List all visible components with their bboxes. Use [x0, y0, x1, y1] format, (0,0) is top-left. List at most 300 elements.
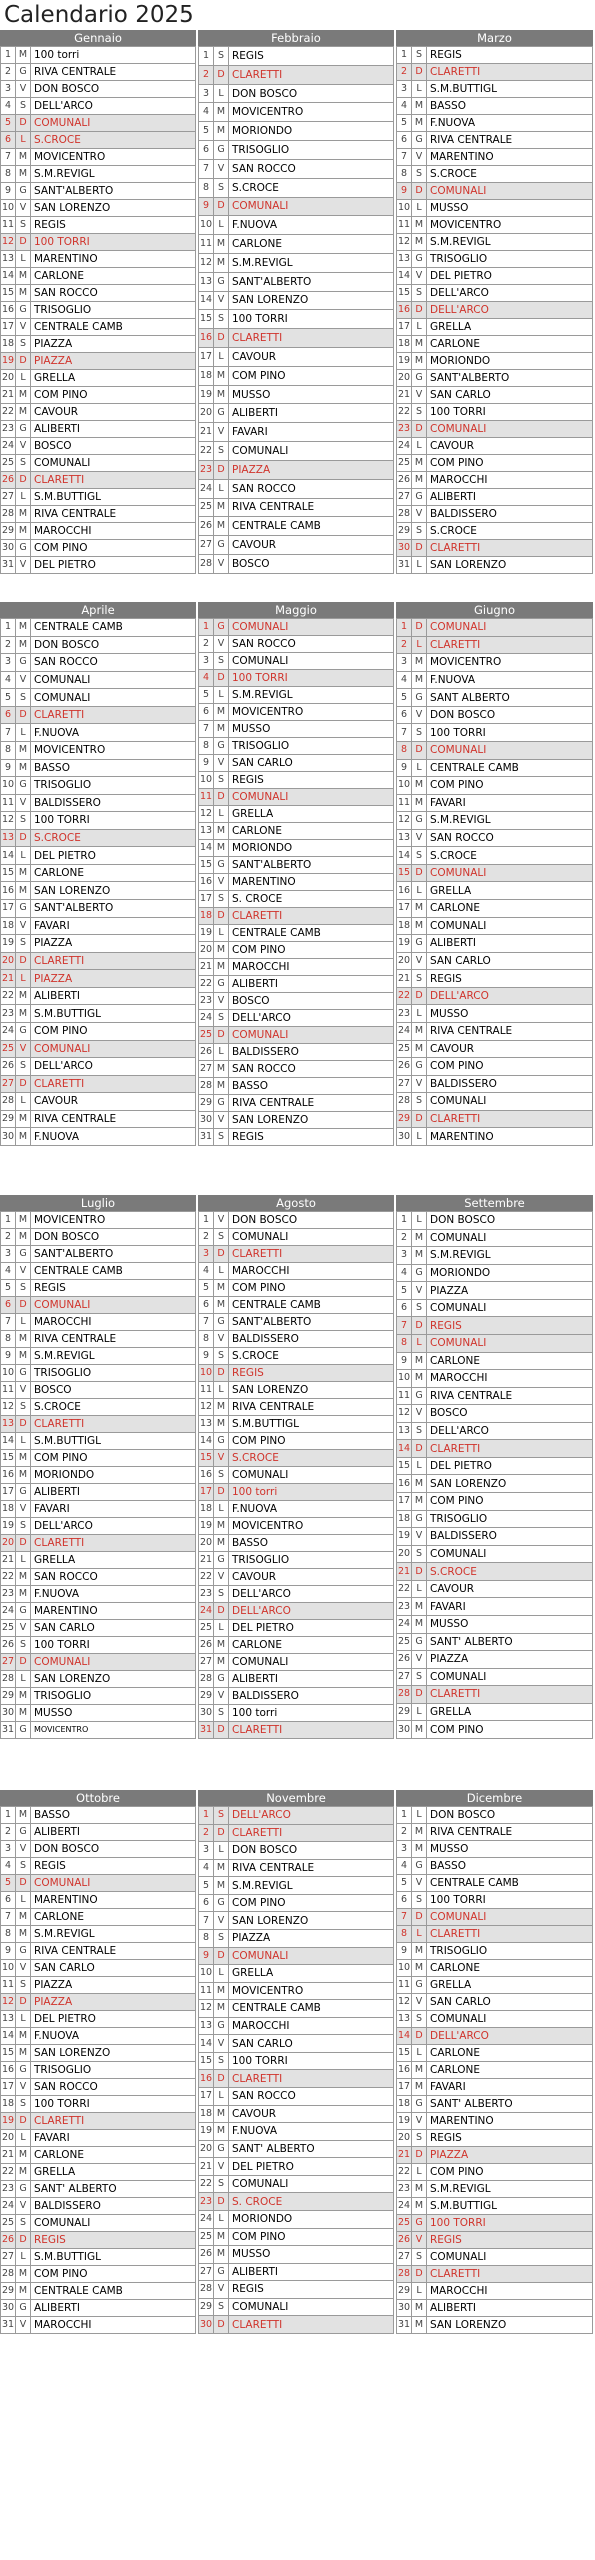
weekday-letter: S [412, 1422, 427, 1440]
day-row [199, 310, 394, 329]
day-number: 15 [199, 1450, 214, 1467]
pharmacy-name: MUSSO [427, 200, 593, 217]
weekday-letter: S [16, 1858, 31, 1875]
day-number: 12 [1, 1399, 16, 1416]
weekday-letter: G [16, 1943, 31, 1960]
pharmacy-name: COMUNALI [229, 442, 394, 461]
day-row [397, 2147, 593, 2164]
pharmacy-name: COM PINO [229, 2228, 394, 2246]
day-number: 20 [199, 942, 214, 959]
weekday-letter: M [16, 404, 31, 421]
weekday-letter: S [16, 336, 31, 353]
pharmacy-name: CENTRALE CAMB [229, 2000, 394, 2018]
day-row [397, 421, 593, 438]
pharmacy-name: CAVOUR [229, 348, 394, 367]
day-number: 1 [397, 47, 412, 64]
weekday-letter: S [214, 2175, 229, 2193]
weekday-letter: G [412, 489, 427, 506]
day-row [199, 2158, 394, 2176]
day-row [397, 1651, 593, 1669]
weekday-letter: M [16, 2147, 31, 2164]
day-number: 27 [1, 1075, 16, 1093]
day-row [199, 738, 394, 755]
pharmacy-name: RIVA CENTRALE [427, 1824, 593, 1841]
day-row [397, 1909, 593, 1926]
pharmacy-name: PIAZZA [31, 353, 196, 370]
day-row [397, 2283, 593, 2300]
day-row [1, 506, 196, 523]
weekday-letter: S [16, 2215, 31, 2232]
day-number: 11 [1, 1977, 16, 1994]
weekday-letter: L [16, 2249, 31, 2266]
pharmacy-name: SANT'ALBERTO [31, 1246, 196, 1263]
day-number: 23 [397, 2181, 412, 2198]
day-row [199, 2017, 394, 2035]
month-table [0, 1211, 196, 1739]
day-number: 13 [397, 829, 412, 847]
day-row [1, 183, 196, 200]
pharmacy-name: 100 TORRI [229, 2052, 394, 2070]
day-row [397, 759, 593, 777]
pharmacy-name: COMUNALI [427, 1334, 593, 1352]
pharmacy-name: COMUNALI [427, 421, 593, 438]
page-title: Calendario 2025 [4, 2, 194, 28]
month-name: Febbraio [198, 30, 394, 46]
day-number: 4 [199, 103, 214, 122]
weekday-letter: G [16, 2062, 31, 2079]
day-number: 8 [397, 741, 412, 759]
pharmacy-name: S.CROCE [427, 523, 593, 540]
weekday-letter: V [412, 1875, 427, 1892]
weekday-letter: S [412, 404, 427, 421]
day-number: 14 [199, 291, 214, 310]
pharmacy-name: 100 TORRI [427, 2215, 593, 2232]
pharmacy-name: SANT'ALBERTO [229, 857, 394, 874]
day-number: 25 [397, 1633, 412, 1651]
pharmacy-name: COMUNALI [427, 183, 593, 200]
day-number: 30 [1, 1128, 16, 1146]
weekday-letter: L [412, 1334, 427, 1352]
day-row [199, 2123, 394, 2141]
day-row [1, 829, 196, 847]
day-row [199, 1331, 394, 1348]
day-number: 15 [199, 2052, 214, 2070]
weekday-letter: L [16, 1314, 31, 1331]
day-row [397, 1598, 593, 1616]
day-number: 14 [1, 2028, 16, 2045]
day-number: 31 [199, 1129, 214, 1146]
day-number: 14 [199, 840, 214, 857]
pharmacy-name: TRISOGLIO [31, 2062, 196, 2079]
weekday-letter: M [412, 2079, 427, 2096]
day-row [1, 268, 196, 285]
weekday-letter: S [412, 1668, 427, 1686]
day-row [199, 925, 394, 942]
weekday-letter: L [412, 882, 427, 900]
day-row [397, 455, 593, 472]
day-number: 3 [199, 84, 214, 103]
day-row [1, 1484, 196, 1501]
pharmacy-name: COMUNALI [427, 1545, 593, 1563]
pharmacy-name: TRISOGLIO [427, 1943, 593, 1960]
day-row [1, 1586, 196, 1603]
pharmacy-name: 100 TORRI [229, 670, 394, 687]
weekday-letter: V [412, 952, 427, 970]
weekday-letter: D [412, 619, 427, 637]
day-number: 1 [1, 1807, 16, 1824]
pharmacy-name: CLARETTI [229, 2070, 394, 2088]
weekday-letter: M [412, 654, 427, 672]
weekday-letter: S [214, 1467, 229, 1484]
pharmacy-name: REGIS [427, 2232, 593, 2249]
day-row [1, 2079, 196, 2096]
day-row [397, 2113, 593, 2130]
weekday-letter: V [412, 1994, 427, 2011]
day-number: 15 [1, 285, 16, 302]
day-row [1, 1229, 196, 1246]
day-row [199, 1654, 394, 1671]
weekday-letter: V [214, 554, 229, 573]
day-row [199, 253, 394, 272]
weekday-letter: V [214, 2035, 229, 2053]
pharmacy-name: S.M.BUTTIGL [31, 1433, 196, 1450]
pharmacy-name: SANT'ALBERTO [31, 183, 196, 200]
day-number: 28 [199, 2281, 214, 2299]
day-number: 22 [397, 2164, 412, 2181]
pharmacy-name: S.CROCE [229, 1348, 394, 1365]
day-row [199, 1095, 394, 1112]
weekday-letter: M [214, 1535, 229, 1552]
day-row [1, 285, 196, 302]
day-number: 15 [397, 1457, 412, 1475]
day-number: 7 [199, 1314, 214, 1331]
weekday-letter: L [412, 636, 427, 654]
weekday-letter: M [214, 1061, 229, 1078]
weekday-letter: M [412, 455, 427, 472]
day-row [199, 47, 394, 66]
weekday-letter: S [214, 891, 229, 908]
day-number: 26 [199, 1044, 214, 1061]
day-row [397, 81, 593, 98]
day-number: 1 [199, 619, 214, 636]
weekday-letter: M [412, 1040, 427, 1058]
day-row [397, 882, 593, 900]
day-row [397, 794, 593, 812]
day-row [199, 479, 394, 498]
day-number: 8 [1, 166, 16, 183]
pharmacy-name: CLARETTI [229, 1246, 394, 1263]
weekday-letter: S [412, 47, 427, 64]
pharmacy-name: DEL PIETRO [31, 2011, 196, 2028]
pharmacy-name: S.M.REVIGL [229, 253, 394, 272]
pharmacy-name: COMUNALI [229, 1027, 394, 1044]
pharmacy-name: RIVA CENTRALE [31, 64, 196, 81]
pharmacy-name: PIAZZA [31, 336, 196, 353]
weekday-letter: D [16, 829, 31, 847]
pharmacy-name: S.CROCE [229, 178, 394, 197]
weekday-letter: M [16, 47, 31, 64]
day-number: 23 [397, 421, 412, 438]
pharmacy-name: DON BOSCO [31, 1229, 196, 1246]
weekday-letter: V [214, 874, 229, 891]
pharmacy-name: SAN LORENZO [31, 2045, 196, 2062]
day-number: 28 [1, 2266, 16, 2283]
pharmacy-name: SAN LORENZO [229, 1382, 394, 1399]
pharmacy-name: GRELLA [229, 1965, 394, 1983]
day-row [199, 823, 394, 840]
day-row [199, 1637, 394, 1654]
pharmacy-name: CLARETTI [31, 1075, 196, 1093]
day-number: 11 [397, 1387, 412, 1405]
pharmacy-name: TRISOGLIO [229, 1552, 394, 1569]
weekday-letter: S [412, 166, 427, 183]
day-row [397, 1960, 593, 1977]
pharmacy-name: TRISOGLIO [229, 738, 394, 755]
pharmacy-name: CAVOUR [31, 404, 196, 421]
weekday-letter: L [214, 216, 229, 235]
pharmacy-name: DELL'ARCO [427, 302, 593, 319]
pharmacy-name: MUSSO [229, 2246, 394, 2264]
weekday-letter: G [16, 1603, 31, 1620]
weekday-letter: M [214, 2123, 229, 2141]
day-row [1, 917, 196, 935]
pharmacy-name: MAROCCHI [229, 1263, 394, 1280]
day-row [397, 183, 593, 200]
weekday-letter: S [16, 1280, 31, 1297]
day-number: 18 [1, 917, 16, 935]
weekday-letter: D [16, 1075, 31, 1093]
pharmacy-name: RIVA CENTRALE [31, 1110, 196, 1128]
weekday-letter: M [412, 777, 427, 795]
weekday-letter: S [214, 1348, 229, 1365]
day-number: 31 [397, 557, 412, 574]
weekday-letter: D [412, 1563, 427, 1581]
pharmacy-name: 100 torri [229, 1484, 394, 1501]
day-row [199, 2088, 394, 2106]
day-number: 22 [397, 1580, 412, 1598]
day-row [397, 1615, 593, 1633]
pharmacy-name: 100 torri [229, 1705, 394, 1722]
weekday-letter: G [16, 2181, 31, 2198]
quarter-block [0, 1195, 595, 1739]
day-row [1, 319, 196, 336]
weekday-letter: G [412, 132, 427, 149]
day-row [1, 166, 196, 183]
pharmacy-name: DEL PIETRO [31, 557, 196, 574]
day-row [397, 1994, 593, 2011]
pharmacy-name: MORIONDO [427, 1264, 593, 1282]
day-number: 17 [199, 1484, 214, 1501]
day-row [397, 671, 593, 689]
day-row [1, 132, 196, 149]
day-number: 12 [1, 812, 16, 830]
pharmacy-name: S. CROCE [229, 2193, 394, 2211]
day-row [397, 1686, 593, 1704]
day-number: 12 [199, 806, 214, 823]
weekday-letter: M [412, 2300, 427, 2317]
pharmacy-name: CARLONE [427, 2062, 593, 2079]
weekday-letter: L [412, 2045, 427, 2062]
pharmacy-name: SAN CARLO [31, 1620, 196, 1637]
pharmacy-name: CARLONE [31, 2147, 196, 2164]
pharmacy-name: CLARETTI [427, 2266, 593, 2283]
day-row [199, 857, 394, 874]
day-number: 25 [1, 1620, 16, 1637]
pharmacy-name: COMUNALI [31, 1654, 196, 1671]
day-number: 29 [1, 1688, 16, 1705]
pharmacy-name: DON BOSCO [229, 1842, 394, 1860]
day-number: 25 [1, 2215, 16, 2232]
day-number: 12 [397, 1994, 412, 2011]
weekday-letter: M [16, 1926, 31, 1943]
weekday-letter: D [16, 472, 31, 489]
pharmacy-name: SAN LORENZO [31, 200, 196, 217]
day-number: 27 [199, 1061, 214, 1078]
pharmacy-name: F.NUOVA [229, 1501, 394, 1518]
weekday-letter: G [412, 1387, 427, 1405]
day-number: 12 [1, 234, 16, 251]
pharmacy-name: S.M.REVIGL [31, 1926, 196, 1943]
pharmacy-name: S.CROCE [427, 847, 593, 865]
weekday-letter: M [412, 217, 427, 234]
pharmacy-name: COMUNALI [427, 1668, 593, 1686]
day-row [199, 366, 394, 385]
day-number: 21 [1, 1552, 16, 1569]
day-number: 19 [1, 2113, 16, 2130]
day-number: 21 [397, 970, 412, 988]
day-number: 3 [199, 653, 214, 670]
day-row [397, 2215, 593, 2232]
pharmacy-name: MAROCCHI [31, 523, 196, 540]
pharmacy-name: 100 TORRI [427, 404, 593, 421]
day-row [199, 687, 394, 704]
day-row [199, 1246, 394, 1263]
day-number: 13 [199, 2017, 214, 2035]
pharmacy-name: MARENTINO [427, 2113, 593, 2130]
weekday-letter: L [214, 2088, 229, 2106]
pharmacy-name: BALDISSERO [427, 1528, 593, 1546]
day-row [199, 498, 394, 517]
weekday-letter: M [214, 1399, 229, 1416]
pharmacy-name: BASSO [31, 759, 196, 777]
weekday-letter: V [214, 1688, 229, 1705]
weekday-letter: M [412, 794, 427, 812]
day-row [199, 216, 394, 235]
day-row [397, 47, 593, 64]
day-row [1, 759, 196, 777]
day-row [1, 724, 196, 742]
day-number: 29 [397, 1110, 412, 1128]
weekday-letter: M [412, 1247, 427, 1265]
day-number: 14 [397, 847, 412, 865]
weekday-letter: S [214, 47, 229, 66]
day-row [199, 704, 394, 721]
pharmacy-name: COMUNALI [229, 619, 394, 636]
pharmacy-name: TRISOGLIO [427, 1510, 593, 1528]
day-number: 28 [397, 2266, 412, 2283]
weekday-letter: M [214, 840, 229, 857]
day-number: 30 [199, 2316, 214, 2334]
weekday-letter: L [412, 1005, 427, 1023]
pharmacy-name: SAN LORENZO [229, 1912, 394, 1930]
day-row [397, 2096, 593, 2113]
weekday-letter: L [16, 724, 31, 742]
day-row [199, 2070, 394, 2088]
pharmacy-name: SAN CARLO [229, 755, 394, 772]
day-row [1, 404, 196, 421]
weekday-letter: G [214, 2140, 229, 2158]
day-number: 23 [199, 993, 214, 1010]
day-number: 2 [199, 1229, 214, 1246]
day-row [199, 2298, 394, 2316]
day-number: 1 [199, 1807, 214, 1825]
day-number: 19 [397, 2113, 412, 2130]
weekday-letter: G [412, 2096, 427, 2113]
pharmacy-name: DEL PIETRO [229, 2158, 394, 2176]
day-number: 10 [1, 777, 16, 795]
weekday-letter: M [214, 959, 229, 976]
day-row [397, 1022, 593, 1040]
day-row [397, 2028, 593, 2045]
weekday-letter: G [16, 540, 31, 557]
day-row [1, 115, 196, 132]
day-row [1, 523, 196, 540]
day-number: 3 [1, 654, 16, 672]
day-number: 2 [397, 1229, 412, 1247]
weekday-letter: V [412, 387, 427, 404]
day-row [199, 329, 394, 348]
pharmacy-name: CARLONE [427, 1352, 593, 1370]
weekday-letter: M [412, 1721, 427, 1739]
day-row [397, 149, 593, 166]
pharmacy-name: FAVARI [31, 917, 196, 935]
pharmacy-name: S.M.REVIGL [31, 1348, 196, 1365]
pharmacy-name: COM PINO [31, 540, 196, 557]
day-row [397, 1457, 593, 1475]
pharmacy-name: MARENTINO [31, 1892, 196, 1909]
weekday-letter: G [16, 1722, 31, 1739]
day-number: 9 [397, 759, 412, 777]
weekday-letter: M [214, 704, 229, 721]
pharmacy-name: DEL PIETRO [31, 847, 196, 865]
weekday-letter: M [16, 506, 31, 523]
day-number: 17 [199, 2088, 214, 2106]
pharmacy-name: 100 TORRI [427, 1892, 593, 1909]
day-number: 13 [199, 1416, 214, 1433]
day-number: 30 [199, 1112, 214, 1129]
weekday-letter: V [214, 159, 229, 178]
pharmacy-name: MOVICENTRO [31, 741, 196, 759]
pharmacy-name: BOSCO [427, 1405, 593, 1423]
weekday-letter: D [16, 1535, 31, 1552]
day-row [199, 1552, 394, 1569]
day-number: 10 [397, 1960, 412, 1977]
day-row [1, 1399, 196, 1416]
day-number: 31 [199, 1722, 214, 1739]
weekday-letter: D [412, 183, 427, 200]
day-number: 28 [397, 506, 412, 523]
day-row [1, 1960, 196, 1977]
day-row [1, 251, 196, 268]
pharmacy-name: DELL'ARCO [229, 1586, 394, 1603]
weekday-letter: V [214, 1331, 229, 1348]
day-number: 18 [397, 1510, 412, 1528]
weekday-letter: M [16, 1005, 31, 1023]
day-number: 23 [1, 1586, 16, 1603]
day-row [397, 506, 593, 523]
weekday-letter: S [214, 1807, 229, 1825]
weekday-letter: M [16, 987, 31, 1005]
